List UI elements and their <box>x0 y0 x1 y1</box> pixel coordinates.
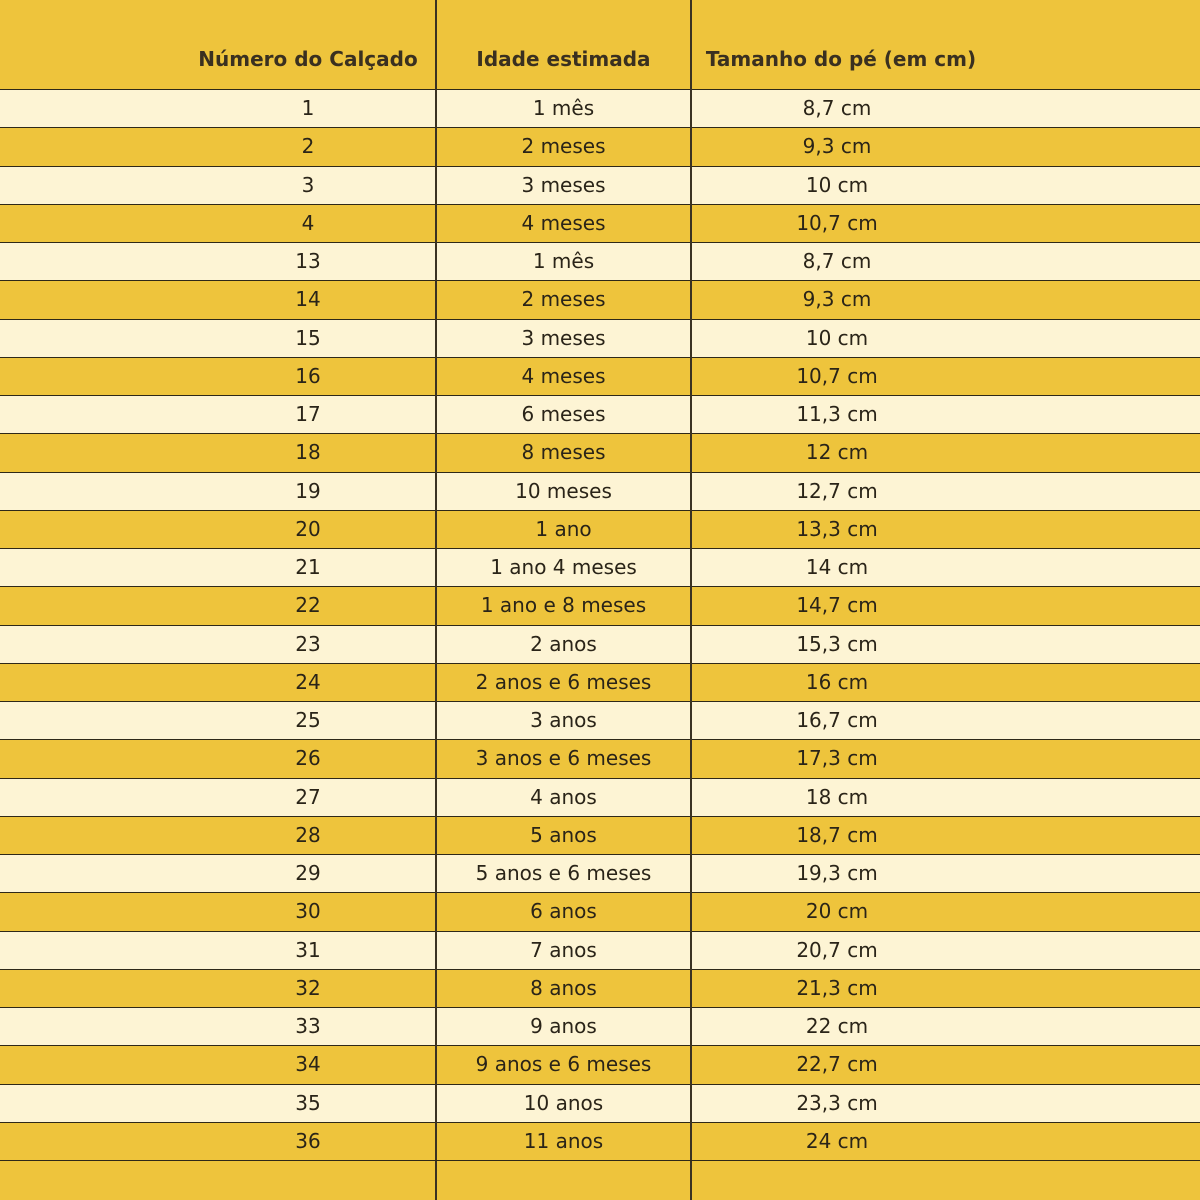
estimated-age-cell: 9 anos <box>530 1014 597 1038</box>
foot-size-cell: 10,7 cm <box>796 210 878 235</box>
shoe-number-cell: 20 <box>295 516 321 541</box>
foot-size-cell: 21,3 cm <box>796 975 878 1000</box>
foot-size-cell: 14 cm <box>805 555 869 579</box>
table-row <box>0 969 1200 1007</box>
estimated-age-cell: 9 anos e 6 meses <box>475 1052 652 1077</box>
estimated-age-cell: 8 anos <box>530 975 597 1000</box>
shoe-number-cell: 14 <box>295 287 321 312</box>
estimated-age-cell: 11 anos <box>523 1128 604 1153</box>
table-row <box>0 1045 1200 1083</box>
table-row <box>0 1122 1200 1160</box>
estimated-age-cell: 6 meses <box>521 402 606 426</box>
table-row <box>0 510 1200 548</box>
estimated-age-cell: 1 mês <box>532 249 595 273</box>
shoe-number-cell: 33 <box>295 1014 321 1038</box>
table-row <box>0 242 1200 280</box>
shoe-number-cell: 36 <box>295 1128 321 1153</box>
estimated-age-cell: 7 anos <box>530 937 597 962</box>
shoe-number-cell: 2 <box>301 134 315 159</box>
shoe-number-cell: 21 <box>295 555 321 579</box>
estimated-age-cell: 5 anos <box>530 822 597 847</box>
shoe-number-cell: 18 <box>295 440 321 465</box>
table-row <box>0 931 1200 969</box>
estimated-age-cell: 1 ano 4 meses <box>490 555 637 579</box>
shoe-number-cell: 19 <box>295 478 321 503</box>
shoe-number-cell: 3 <box>301 172 315 197</box>
table-row <box>0 1084 1200 1122</box>
table-row <box>0 854 1200 892</box>
shoe-number-cell: 4 <box>301 210 315 235</box>
table-row <box>0 395 1200 433</box>
foot-size-cell: 19,3 cm <box>796 861 878 885</box>
foot-size-cell: 8,7 cm <box>802 96 872 120</box>
table-row <box>0 701 1200 739</box>
foot-size-cell: 23,3 cm <box>796 1090 878 1115</box>
shoe-number-cell: 26 <box>295 746 321 771</box>
foot-size-cell: 20 cm <box>805 899 869 924</box>
estimated-age-cell: 6 anos <box>530 899 597 924</box>
column-divider <box>435 0 437 1200</box>
header-shoe-number: Número do Calçado <box>198 47 418 71</box>
estimated-age-cell: 10 anos <box>523 1090 604 1115</box>
table-row <box>0 127 1200 165</box>
table-row <box>0 204 1200 242</box>
table-body <box>0 89 1200 1160</box>
table-row <box>0 357 1200 395</box>
table-row <box>0 816 1200 854</box>
shoe-number-cell: 15 <box>295 325 321 350</box>
table-row <box>0 778 1200 816</box>
foot-size-cell: 12 cm <box>805 440 869 465</box>
header-foot-size: Tamanho do pé (em cm) <box>705 47 977 71</box>
shoe-number-cell: 27 <box>295 784 321 809</box>
shoe-number-cell: 22 <box>295 593 321 618</box>
estimated-age-cell: 3 anos e 6 meses <box>475 746 652 771</box>
table-row <box>0 472 1200 510</box>
foot-size-cell: 10,7 cm <box>796 363 878 388</box>
foot-size-cell: 11,3 cm <box>796 402 878 426</box>
table-row <box>0 663 1200 701</box>
shoe-number-cell: 25 <box>295 708 321 732</box>
foot-size-cell: 18,7 cm <box>796 822 878 847</box>
estimated-age-cell: 8 meses <box>521 440 606 465</box>
foot-size-cell: 13,3 cm <box>796 516 878 541</box>
foot-size-cell: 10 cm <box>805 172 869 197</box>
shoe-number-cell: 1 <box>301 96 315 120</box>
foot-size-cell: 14,7 cm <box>796 593 878 618</box>
foot-size-cell: 18 cm <box>805 784 869 809</box>
table-row <box>0 1007 1200 1045</box>
shoe-number-cell: 31 <box>295 937 321 962</box>
table-row <box>0 89 1200 127</box>
table-row <box>0 586 1200 624</box>
foot-size-cell: 12,7 cm <box>796 478 878 503</box>
table-row <box>0 548 1200 586</box>
table-row <box>0 166 1200 204</box>
estimated-age-cell: 1 mês <box>532 96 595 120</box>
table-row <box>0 892 1200 930</box>
estimated-age-cell: 10 meses <box>515 478 612 503</box>
table-row <box>0 625 1200 663</box>
foot-size-cell: 20,7 cm <box>796 937 878 962</box>
estimated-age-cell: 2 meses <box>521 287 606 312</box>
foot-size-cell: 10 cm <box>805 325 869 350</box>
shoe-number-cell: 29 <box>295 861 321 885</box>
table-row <box>0 319 1200 357</box>
header-estimated-age: Idade estimada <box>476 47 651 71</box>
estimated-age-cell: 1 ano <box>535 516 592 541</box>
table-header <box>0 0 1200 89</box>
shoe-number-cell: 24 <box>295 669 321 694</box>
shoe-number-cell: 23 <box>295 631 321 656</box>
estimated-age-cell: 4 anos <box>530 784 597 809</box>
estimated-age-cell: 4 meses <box>521 210 606 235</box>
foot-size-cell: 22,7 cm <box>796 1052 878 1077</box>
foot-size-cell: 24 cm <box>805 1128 869 1153</box>
estimated-age-cell: 2 anos e 6 meses <box>475 669 652 694</box>
foot-size-cell: 16,7 cm <box>796 708 878 732</box>
estimated-age-cell: 1 ano e 8 meses <box>480 593 647 618</box>
foot-size-cell: 22 cm <box>805 1014 869 1038</box>
foot-size-cell: 9,3 cm <box>802 287 872 312</box>
shoe-number-cell: 13 <box>295 249 321 273</box>
table-bottom-border <box>0 1160 1200 1161</box>
estimated-age-cell: 3 meses <box>521 325 606 350</box>
table-row <box>0 739 1200 777</box>
column-divider <box>690 0 692 1200</box>
estimated-age-cell: 4 meses <box>521 363 606 388</box>
foot-size-cell: 16 cm <box>805 669 869 694</box>
estimated-age-cell: 3 meses <box>521 172 606 197</box>
shoe-number-cell: 34 <box>295 1052 321 1077</box>
estimated-age-cell: 2 anos <box>530 631 597 656</box>
foot-size-cell: 15,3 cm <box>796 631 878 656</box>
foot-size-cell: 17,3 cm <box>796 746 878 771</box>
shoe-number-cell: 16 <box>295 363 321 388</box>
table-row <box>0 433 1200 471</box>
estimated-age-cell: 3 anos <box>530 708 597 732</box>
shoe-number-cell: 17 <box>295 402 321 426</box>
estimated-age-cell: 2 meses <box>521 134 606 159</box>
shoe-number-cell: 32 <box>295 975 321 1000</box>
shoe-number-cell: 28 <box>295 822 321 847</box>
estimated-age-cell: 5 anos e 6 meses <box>475 861 652 885</box>
shoe-number-cell: 30 <box>295 899 321 924</box>
foot-size-cell: 9,3 cm <box>802 134 872 159</box>
table-row <box>0 280 1200 318</box>
foot-size-cell: 8,7 cm <box>802 249 872 273</box>
shoe-number-cell: 35 <box>295 1090 321 1115</box>
